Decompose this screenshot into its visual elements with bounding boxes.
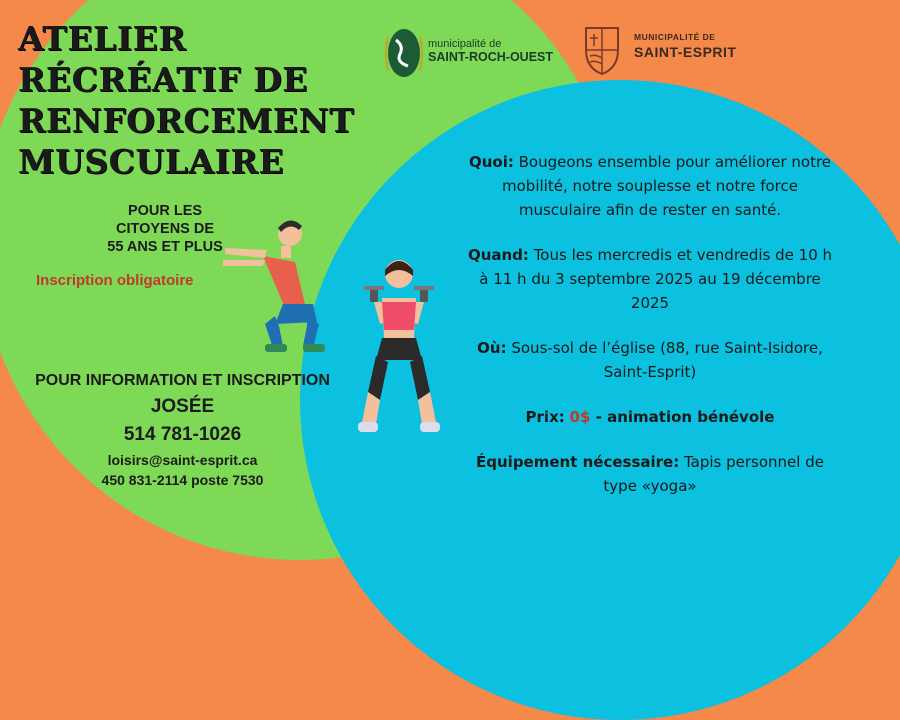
logo-left-line2: SAINT-ROCH-OUEST <box>428 50 553 64</box>
detail-text: Tous les mercredis et vendredis de 10 h à 11 h du 3 septembre 2025 au 19 décembre 2025 <box>479 246 833 312</box>
title-line: ATELIER <box>18 19 187 58</box>
contact-name: JOSÉE <box>150 396 215 417</box>
logo-right-line1: MUNICIPALITÉ DE <box>634 32 716 42</box>
detail-label: Équipement nécessaire: <box>476 453 680 471</box>
contact-heading: POUR INFORMATION ET INSCRIPTION <box>35 372 330 389</box>
detail-label: Où: <box>477 339 507 357</box>
detail-what <box>462 150 838 222</box>
price-value: 0$ <box>569 408 591 426</box>
logo-left-line1: municipalité de <box>428 38 502 50</box>
detail-text: Tapis personnel de type «yoga» <box>603 453 824 495</box>
detail-text: Sous-sol de l’église (88, rue Saint-Isidore, Saint-Esprit) <box>506 339 823 381</box>
audience-line: CITOYENS DE <box>115 221 215 237</box>
detail-text: - animation bénévole <box>590 408 775 426</box>
audience-line: 55 ANS ET PLUS <box>107 239 223 255</box>
title-line: MUSCULAIRE <box>18 142 285 181</box>
contact-phone-2: 450 831-2114 poste 7530 <box>101 472 264 488</box>
audience-line: POUR LES <box>127 203 203 219</box>
detail-label: Prix: <box>525 408 565 426</box>
saint-roch-ouest-logo-icon <box>382 26 426 80</box>
saint-esprit-crest-icon <box>580 22 624 76</box>
event-details <box>462 150 838 519</box>
detail-equipment <box>462 450 838 498</box>
contact-phone: 514 781-1026 <box>123 424 242 445</box>
title-line: RENFORCEMENT <box>18 101 355 140</box>
detail-label: Quoi: <box>468 153 514 171</box>
detail-price <box>462 405 838 429</box>
squat-man-icon <box>195 212 345 362</box>
detail-when <box>462 243 838 315</box>
detail-where <box>462 336 838 384</box>
dumbbell-woman-icon <box>352 252 447 442</box>
contact-email[interactable]: loisirs@saint-esprit.ca <box>107 452 258 468</box>
title-line: RÉCRÉATIF DE <box>18 60 308 99</box>
registration-note: Inscription obligatoire <box>36 272 194 289</box>
poster-title <box>18 18 378 182</box>
detail-label: Quand: <box>467 246 529 264</box>
logo-right-line2: SAINT-ESPRIT <box>634 44 737 60</box>
contact-block <box>10 372 355 488</box>
detail-text: Bougeons ensemble pour améliorer notre mobilité, notre souplesse et notre force musculaire afin de rester en santé. <box>502 153 832 219</box>
